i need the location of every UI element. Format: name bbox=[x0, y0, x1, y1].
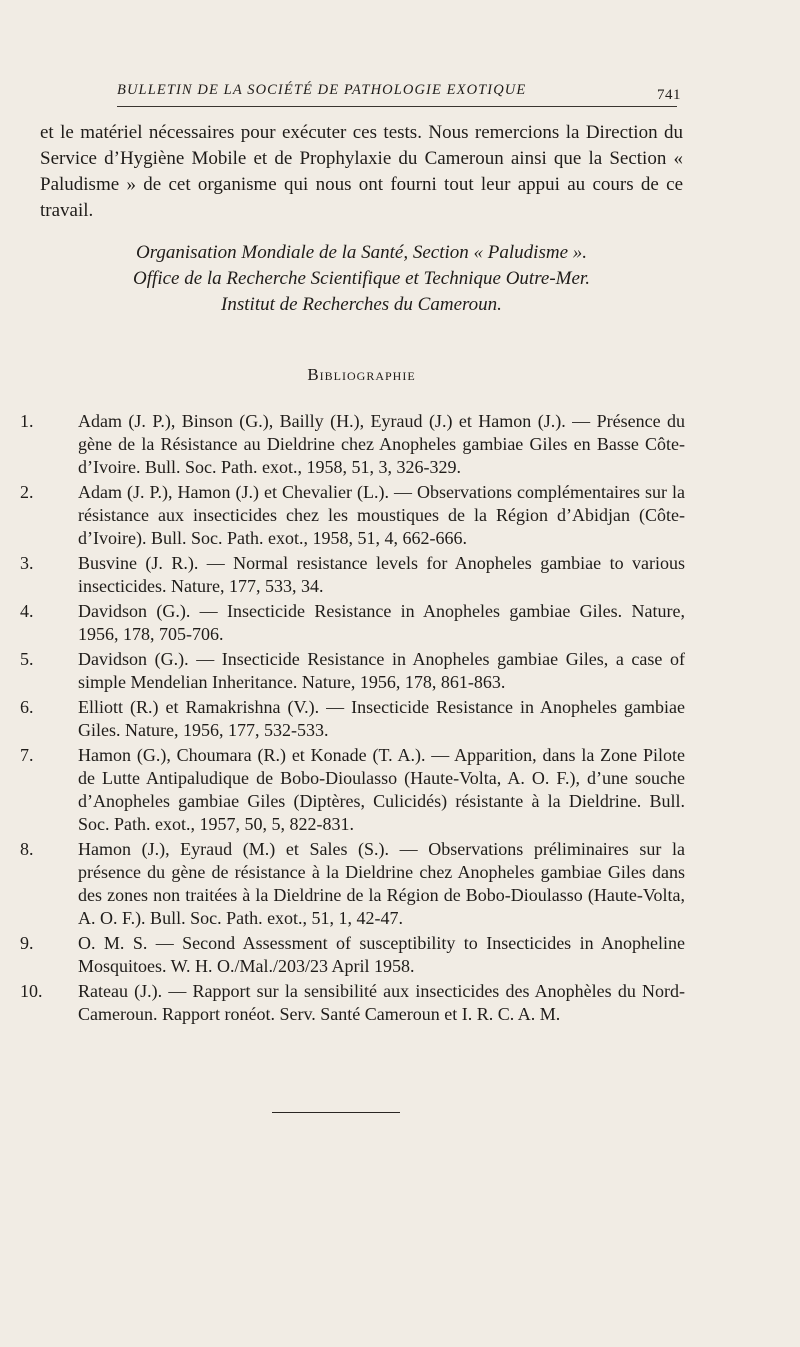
reference-number: 5. bbox=[20, 649, 34, 669]
reference-item bbox=[20, 552, 685, 598]
reference-text: Davidson (G.). — Insecticide Resistance in Anopheles gambiae Giles. Nature, 1956, 178, 705-706. bbox=[78, 601, 685, 644]
reference-number: 2. bbox=[20, 482, 34, 502]
reference-item bbox=[20, 744, 685, 836]
reference-text: Hamon (J.), Eyraud (M.) et Sales (S.). — Observations préliminaires sur la présence du gène de résistance à la Dieldrine chez Anopheles gambiae Giles dans des zones non traitées à la Dieldrine de la Région de Bobo-Dioulasso (Haute-Volta, A. O. F.). Bull. Soc. Path. exot., 51, 1, 42-47. bbox=[78, 839, 685, 928]
reference-text: Adam (J. P.), Binson (G.), Bailly (H.), Eyraud (J.) et Hamon (J.). — Présence du gène de la Résistance au Dieldrine chez Anopheles gambiae Giles en Basse Côte-d’Ivoire. Bull. Soc. Path. exot., 1958, 51, 3, 326-329. bbox=[78, 411, 685, 477]
reference-item bbox=[20, 980, 685, 1026]
reference-item bbox=[20, 838, 685, 930]
reference-text: Davidson (G.). — Insecticide Resistance in Anopheles gambiae Giles, a case of simple Mendelian Inheritance. Nature, 1956, 178, 861-863. bbox=[78, 649, 685, 692]
reference-list bbox=[20, 410, 685, 1028]
reference-text: Adam (J. P.), Hamon (J.) et Chevalier (L.). — Observations complémentaires sur la résistance aux insecticides chez les moustiques de la Région d’Abidjan (Côte-d’Ivoire). Bull. Soc. Path. exot., 1958, 51, 4, 662-666. bbox=[78, 482, 685, 548]
acknowledgement-paragraph: et le matériel nécessaires pour exécuter ces tests. Nous remercions la Direction du Service d’Hygiène Mobile et de Prophylaxie du Cameroun ainsi que la Section « Paludisme » de cet organisme qui nous ont fourni tout leur appui au cours de ce travail. bbox=[40, 122, 683, 221]
header-rule bbox=[117, 106, 677, 107]
reference-number: 4. bbox=[20, 601, 34, 621]
reference-text: Rateau (J.). — Rapport sur la sensibilité aux insecticides des Anophèles du Nord-Cameroun. Rapport ronéot. Serv. Santé Cameroun et I. R. C. A. M. bbox=[78, 981, 685, 1024]
reference-number: 8. bbox=[20, 839, 34, 859]
end-rule bbox=[272, 1112, 400, 1113]
reference-text: Hamon (G.), Choumara (R.) et Konade (T. A.). — Apparition, dans la Zone Pilote de Lutte Antipaludique de Bobo-Dioulasso (Haute-Volta, A. O. F.), d’une souche d’Anopheles gambiae Giles (Diptères, Culicidés) résistante à la Dieldrine. Bull. Soc. Path. exot., 1957, 50, 5, 822-831. bbox=[78, 745, 685, 834]
affiliation-who: Organisation Mondiale de la Santé, Section « Paludisme ». bbox=[135, 242, 588, 263]
reference-number: 9. bbox=[20, 933, 34, 953]
reference-number: 6. bbox=[20, 697, 34, 717]
reference-item bbox=[20, 410, 685, 479]
affiliation-orstom: Office de la Recherche Scientifique et Technique Outre-Mer. bbox=[133, 268, 590, 289]
reference-number: 3. bbox=[20, 553, 34, 573]
reference-item bbox=[20, 932, 685, 978]
journal-title: BULLETIN DE LA SOCIÉTÉ DE PATHOLOGIE EXOTIQUE bbox=[117, 82, 527, 98]
affiliation-institut: Institut de Recherches du Cameroun. bbox=[221, 294, 502, 315]
reference-number: 10. bbox=[20, 981, 43, 1001]
reference-number: 1. bbox=[20, 411, 34, 431]
reference-item bbox=[20, 481, 685, 550]
bibliography-heading: Bibliographie bbox=[307, 365, 416, 384]
reference-item bbox=[20, 648, 685, 694]
reference-text: Busvine (J. R.). — Normal resistance levels for Anopheles gambiae to various insecticides. Nature, 177, 533, 34. bbox=[78, 553, 685, 596]
reference-text: Elliott (R.) et Ramakrishna (V.). — Insecticide Resistance in Anopheles gambiae Giles. Nature, 1956, 177, 532-533. bbox=[78, 697, 685, 740]
reference-item bbox=[20, 696, 685, 742]
page-number: 741 bbox=[657, 87, 681, 103]
reference-item bbox=[20, 600, 685, 646]
reference-text: O. M. S. — Second Assessment of susceptibility to Insecticides in Anopheline Mosquitoes. W. H. O./Mal./203/23 April 1958. bbox=[78, 933, 685, 976]
reference-number: 7. bbox=[20, 745, 34, 765]
